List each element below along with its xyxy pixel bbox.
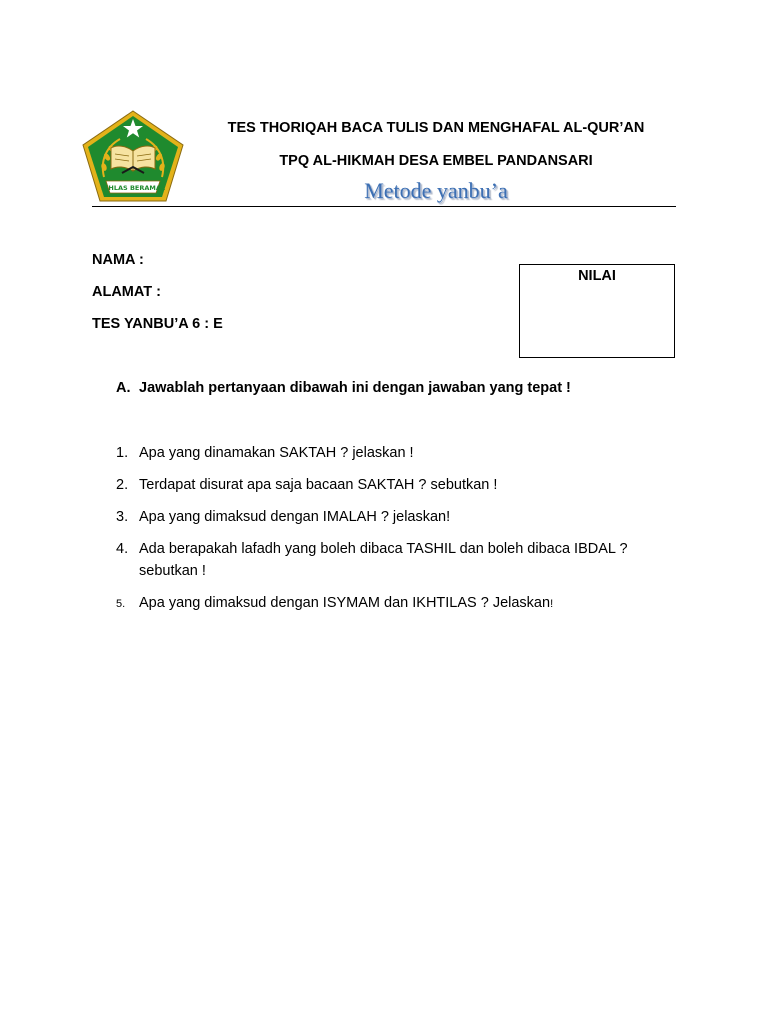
section-instruction <box>116 380 571 396</box>
question-item <box>116 506 656 528</box>
question-number: 1. <box>116 445 129 461</box>
test-field-label: TES YANBU’A 6 : E <box>92 316 223 332</box>
question-number: 2. <box>116 477 129 493</box>
question-text: Apa yang dimaksud dengan IMALAH ? jelaskan! <box>139 509 451 525</box>
document-title: TES THORIQAH BACA TULIS DAN MENGHAFAL AL-QUR’AN <box>227 120 645 136</box>
question-number: 4. <box>116 541 129 557</box>
instruction-text: Jawablah pertanyaan dibawah ini dengan jawaban yang tepat ! <box>139 380 571 396</box>
question-text: Apa yang dimaksud dengan ISYMAM dan IKHTILAS ? Jelaskan <box>139 595 551 611</box>
question-number: 3. <box>116 509 129 525</box>
question-item <box>116 474 656 496</box>
question-text: Ada berapakah lafadh yang boleh dibaca TASHIL dan boleh dibaca IBDAL ? sebutkan ! <box>139 541 628 579</box>
question-item <box>116 442 656 464</box>
score-box <box>519 264 675 358</box>
svg-text:IKHLAS BERAMAL: IKHLAS BERAMAL <box>100 184 166 192</box>
document-subtitle: TPQ AL-HIKMAH DESA EMBEL PANDANSARI <box>279 153 593 169</box>
question-item <box>116 592 656 615</box>
question-text: Terdapat disurat apa saja bacaan SAKTAH ? sebutkan ! <box>139 477 498 493</box>
header-divider <box>92 206 676 207</box>
name-field-label: NAMA : <box>92 252 144 268</box>
question-text: Apa yang dinamakan SAKTAH ? jelaskan ! <box>139 445 414 461</box>
score-label: NILAI <box>578 268 616 284</box>
question-item <box>116 538 656 582</box>
section-marker: A. <box>116 380 131 396</box>
method-heading: Metode yanbu’a <box>364 178 508 203</box>
question-suffix: ! <box>550 598 554 610</box>
address-field-label: ALAMAT : <box>92 284 161 300</box>
question-number: 5. <box>116 598 126 610</box>
